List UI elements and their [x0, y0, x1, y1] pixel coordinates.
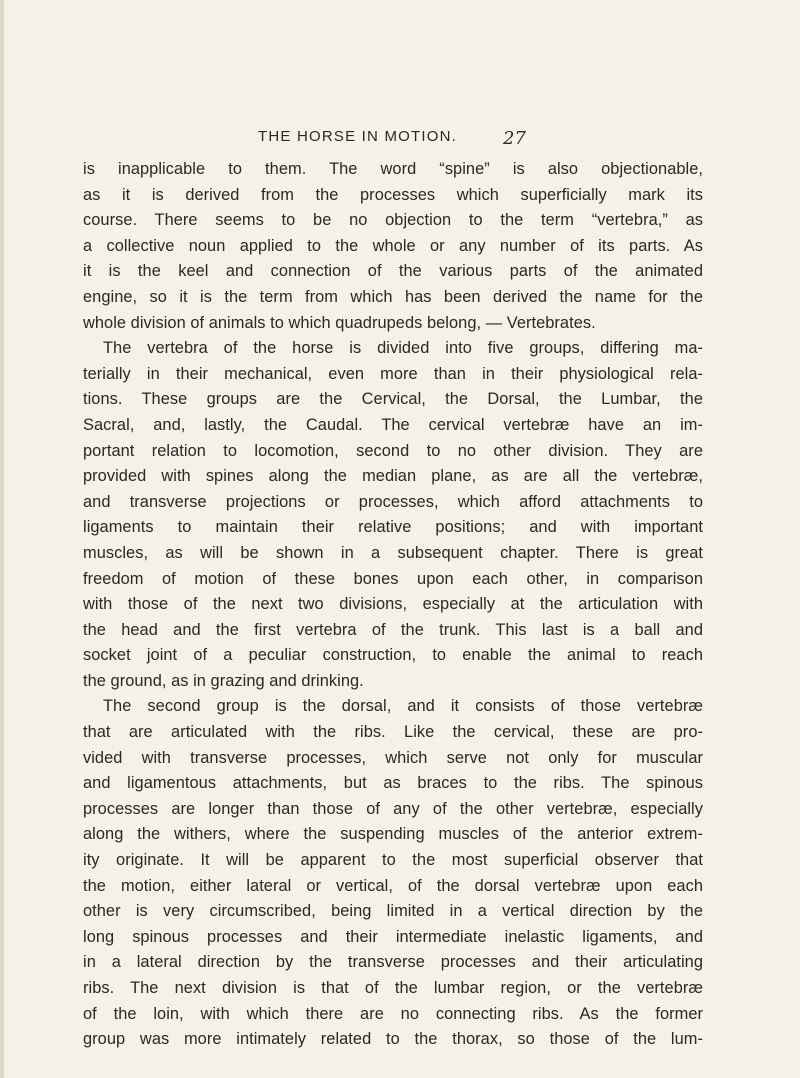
text-line: ligaments to maintain their relative positions; and with important [83, 518, 703, 537]
text-line: provided with spines along the median plane, as are all the vertebræ, [83, 467, 703, 486]
text-line: freedom of motion of these bones upon each other, in comparison [83, 569, 703, 588]
running-head [0, 128, 800, 148]
text-line: as it is derived from the processes which superficially mark its [83, 185, 703, 204]
text-line: it is the keel and connection of the various parts of the animated [83, 262, 703, 281]
text-line: other is very circumscribed, being limited in a vertical direction by the [83, 902, 703, 921]
text-line: long spinous processes and their intermediate inelastic ligaments, and [83, 927, 703, 946]
text-line: the head and the first vertebra of the trunk. This last is a ball and [83, 620, 703, 639]
text-line: whole division of animals to which quadrupeds belong, — Vertebrates. [83, 313, 596, 332]
page-number: 27 [503, 128, 526, 149]
text-line: engine, so it is the term from which has been derived the name for the [83, 287, 703, 306]
text-line: of the loin, with which there are no connecting ribs. As the former [83, 1004, 703, 1023]
paragraph-start-line: The second group is the dorsal, and it consists of those vertebræ [103, 697, 703, 716]
text-line: terially in their mechanical, even more than in their physiological rela- [83, 364, 703, 383]
text-line: and transverse projections or processes, which afford attachments to [83, 492, 703, 511]
text-line: Sacral, and, lastly, the Caudal. The cervical vertebræ have an im- [83, 415, 703, 434]
text-line: portant relation to locomotion, second to no other division. They are [83, 441, 703, 460]
text-line: along the withers, where the suspending muscles of the anterior extrem- [83, 825, 703, 844]
text-line: ity originate. It will be apparent to the most superficial observer that [83, 851, 703, 870]
text-line: a collective noun applied to the whole or any number of its parts. As [83, 236, 703, 255]
body-text [83, 157, 703, 1053]
text-line: tions. These groups are the Cervical, the Dorsal, the Lumbar, the [83, 390, 703, 409]
text-line: with those of the next two divisions, especially at the articulation with [83, 595, 703, 614]
text-line: that are articulated with the ribs. Like the cervical, these are pro- [83, 723, 703, 742]
text-line: and ligamentous attachments, but as braces to the ribs. The spinous [83, 774, 703, 793]
paragraph-start-line: The vertebra of the horse is divided into five groups, differing ma- [103, 339, 703, 358]
text-line: vided with transverse processes, which serve not only for muscular [83, 748, 703, 767]
page-edge [0, 0, 4, 1078]
text-line: ribs. The next division is that of the lumbar region, or the vertebræ [83, 979, 703, 997]
running-title: THE HORSE IN MOTION. [258, 128, 458, 145]
text-line: group was more intimately related to the thorax, so those of the lum- [83, 1030, 703, 1049]
text-line: the motion, either lateral or vertical, of the dorsal vertebræ upon each [83, 876, 703, 895]
text-line: in a lateral direction by the transverse processes and their articulating [83, 953, 703, 972]
text-line: is inapplicable to them. The word “spine” is also objectionable, [83, 160, 703, 178]
text-line: socket joint of a peculiar construction, to enable the animal to reach [83, 646, 703, 665]
text-line: processes are longer than those of any of the other vertebræ, especially [83, 799, 703, 818]
text-line: muscles, as will be shown in a subsequent chapter. There is great [83, 543, 703, 562]
text-line: course. There seems to be no objection to the term “vertebra,” as [83, 211, 703, 230]
text-line: the ground, as in grazing and drinking. [83, 671, 364, 690]
